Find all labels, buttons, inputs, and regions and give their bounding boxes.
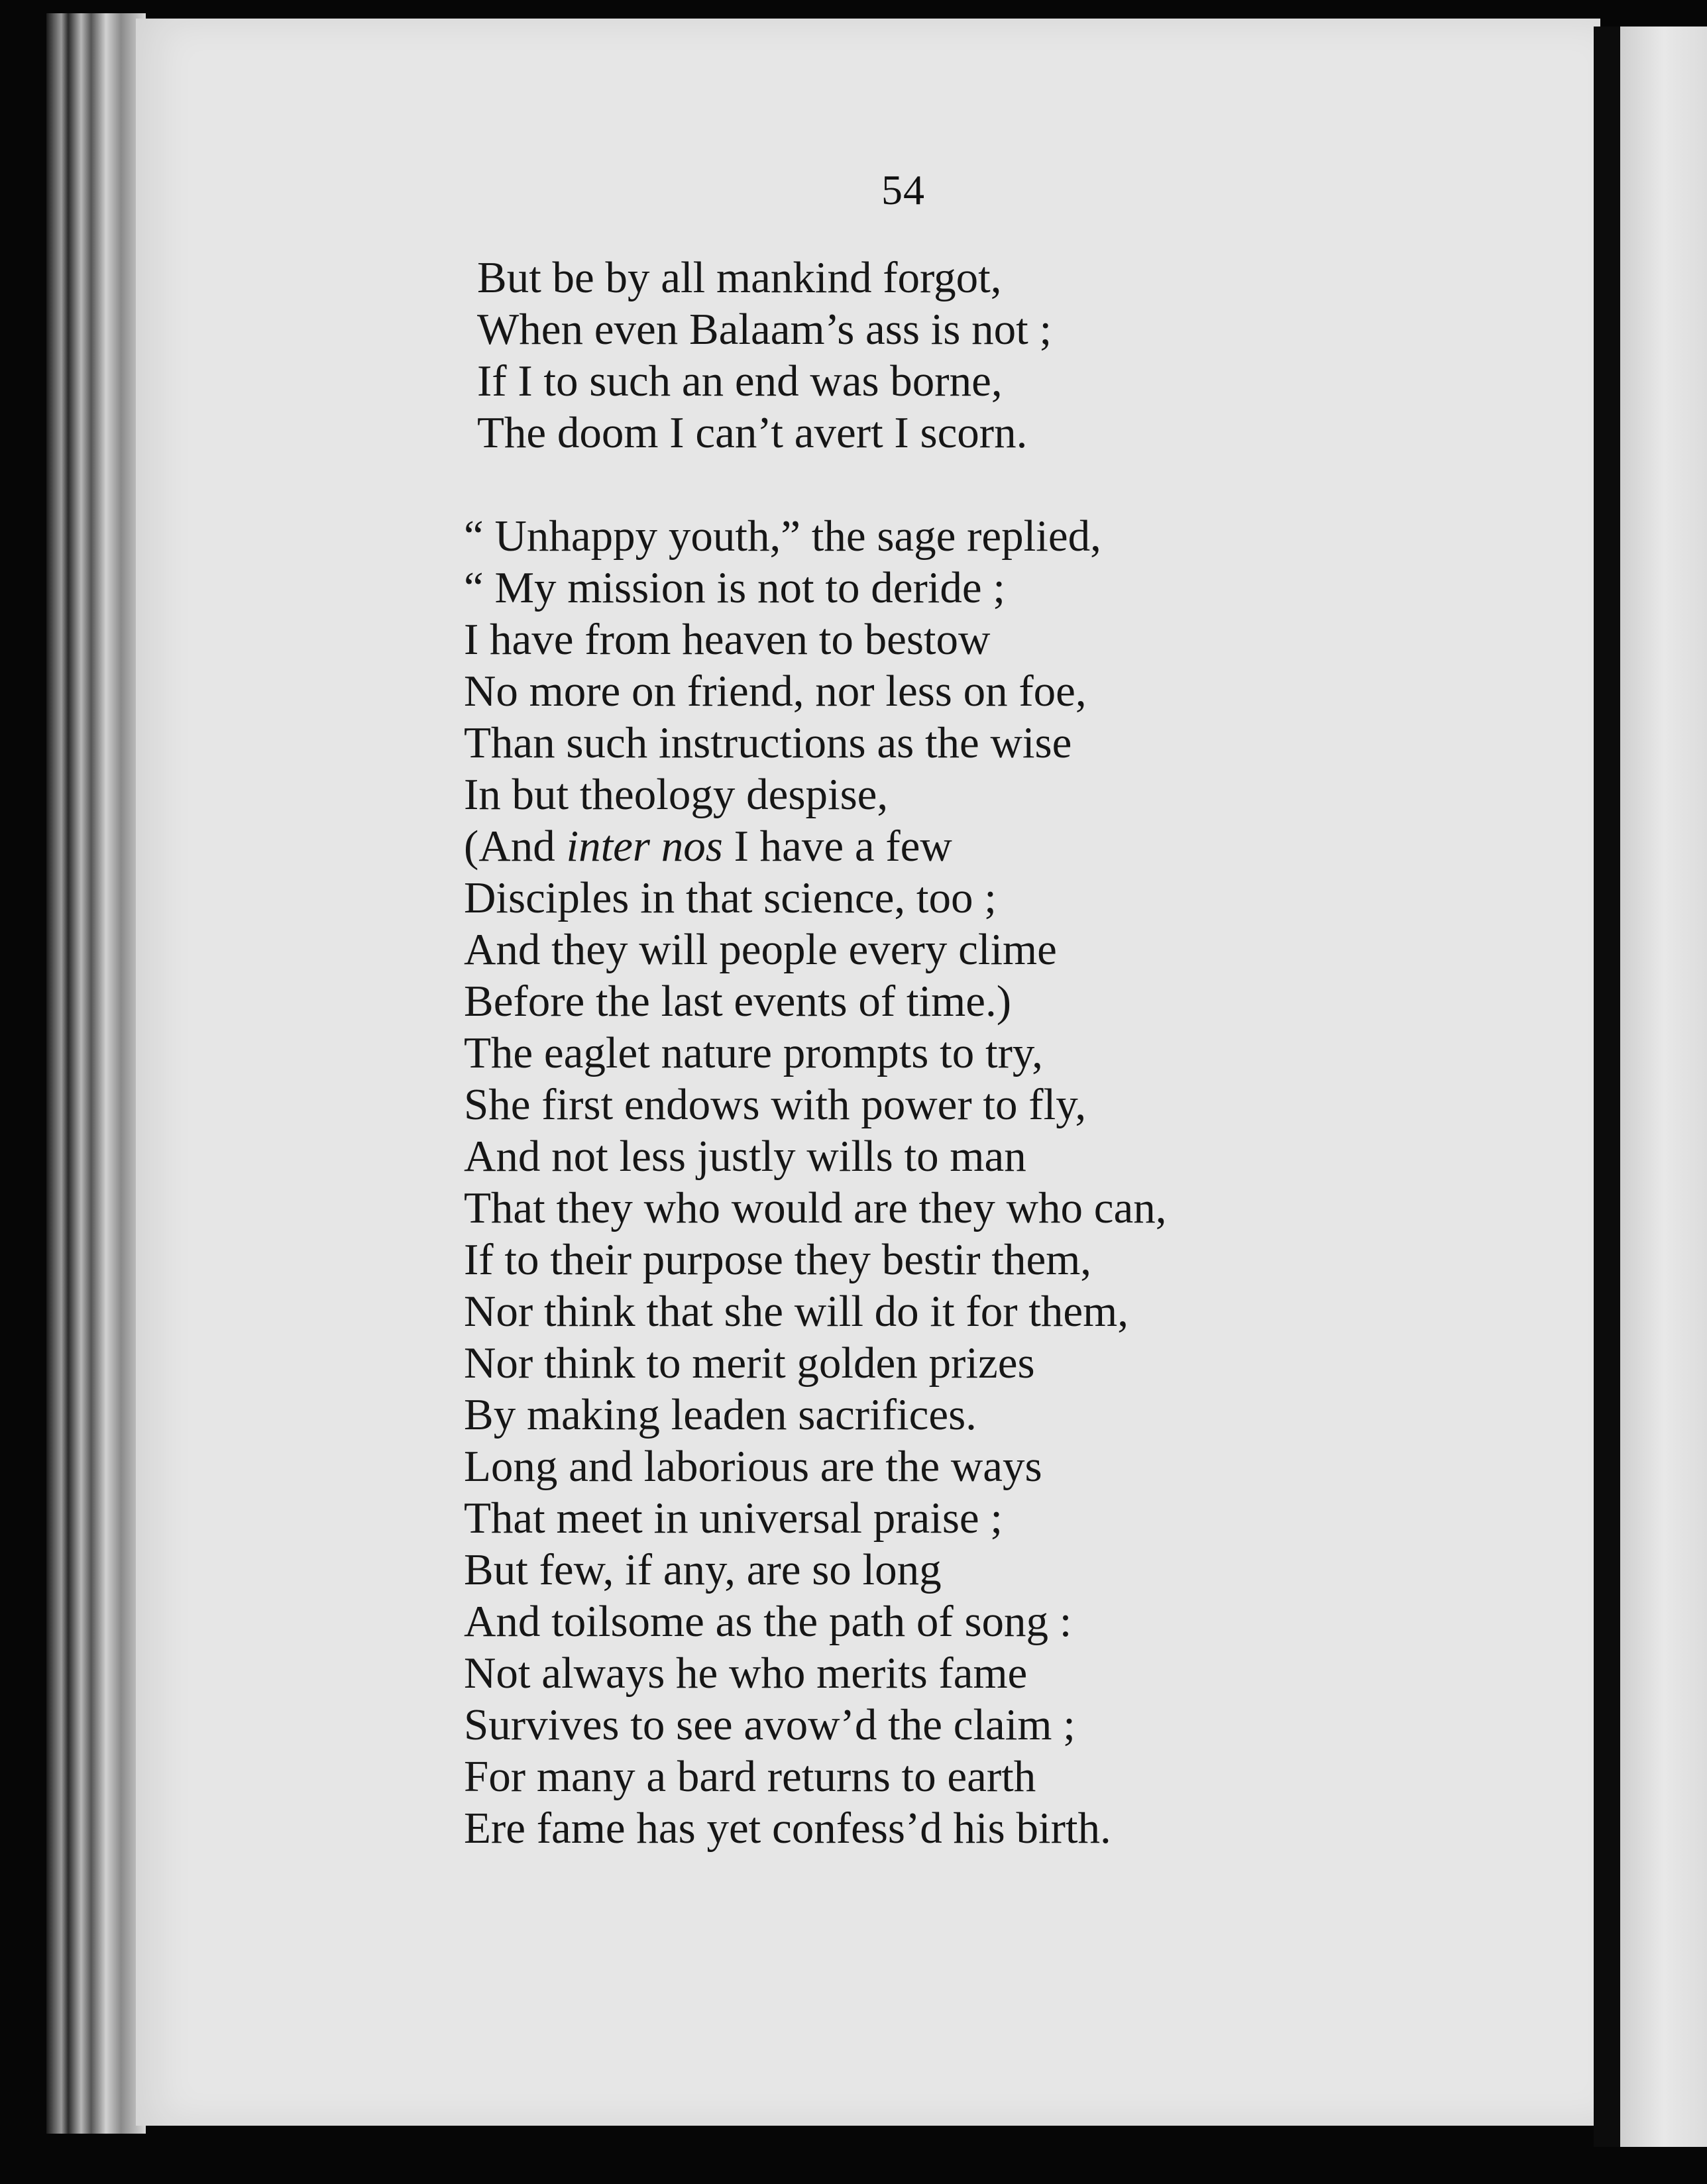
verse-line: If I to such an end was borne,: [477, 356, 1003, 406]
verse-text: (And: [464, 822, 567, 871]
verse-line: She first endows with power to fly,: [464, 1080, 1087, 1129]
verse-line: Not always he who merits fame: [464, 1649, 1028, 1698]
verse-line: The doom I can’t avert I scorn.: [477, 408, 1028, 457]
verse-line: If to their purpose they bestir them,: [464, 1235, 1092, 1284]
italic-phrase: inter nos: [566, 822, 723, 871]
stanza-1: [477, 252, 1052, 459]
verse-line: No more on friend, nor less on foe,: [464, 667, 1087, 716]
verse-line: Survives to see avow’d the claim ;: [464, 1700, 1075, 1749]
verse-text: I have a few: [722, 822, 952, 871]
verse-line: That they who would are they who can,: [464, 1183, 1167, 1232]
verse-line: Ere fame has yet confess’d his birth.: [464, 1804, 1111, 1853]
verse-line: Than such instructions as the wise: [464, 718, 1072, 767]
verse-line: In but theology despise,: [464, 770, 889, 819]
adjacent-page: [1620, 27, 1707, 2147]
verse-line: Disciples in that science, too ;: [464, 873, 997, 922]
stanza-2: [464, 510, 1167, 1854]
verse-line: Before the last events of time.): [464, 977, 1012, 1026]
verse-line: That meet in universal praise ;: [464, 1494, 1003, 1543]
verse-line: For many a bard returns to earth: [464, 1752, 1036, 1801]
verse-line: By making leaden sacrifices.: [464, 1390, 977, 1439]
verse-line: And they will people every clime: [464, 925, 1057, 974]
verse-line: Long and laborious are the ways: [464, 1442, 1042, 1491]
verse-line: And toilsome as the path of song :: [464, 1597, 1072, 1646]
page-edge-stack: [46, 13, 146, 2134]
verse-line: But be by all mankind forgot,: [477, 253, 1002, 302]
verse-line: And not less justly wills to man: [464, 1132, 1026, 1181]
verse-line: Nor think to merit golden prizes: [464, 1338, 1035, 1388]
verse-line: Nor think that she will do it for them,: [464, 1287, 1129, 1336]
verse-line: But few, if any, are so long: [464, 1545, 942, 1594]
verse-line: The eaglet nature prompts to try,: [464, 1028, 1043, 1077]
book-gutter: [1594, 27, 1620, 2147]
page-number: 54: [881, 166, 925, 213]
verse-line-with-italic: [464, 820, 1167, 872]
verse-line: When even Balaam’s ass is not ;: [477, 305, 1052, 354]
verse-line: “ Unhappy youth,” the sage replied,: [464, 512, 1101, 561]
verse-line: “ My mission is not to deride ;: [464, 563, 1005, 612]
verse-line: I have from heaven to bestow: [464, 615, 991, 664]
